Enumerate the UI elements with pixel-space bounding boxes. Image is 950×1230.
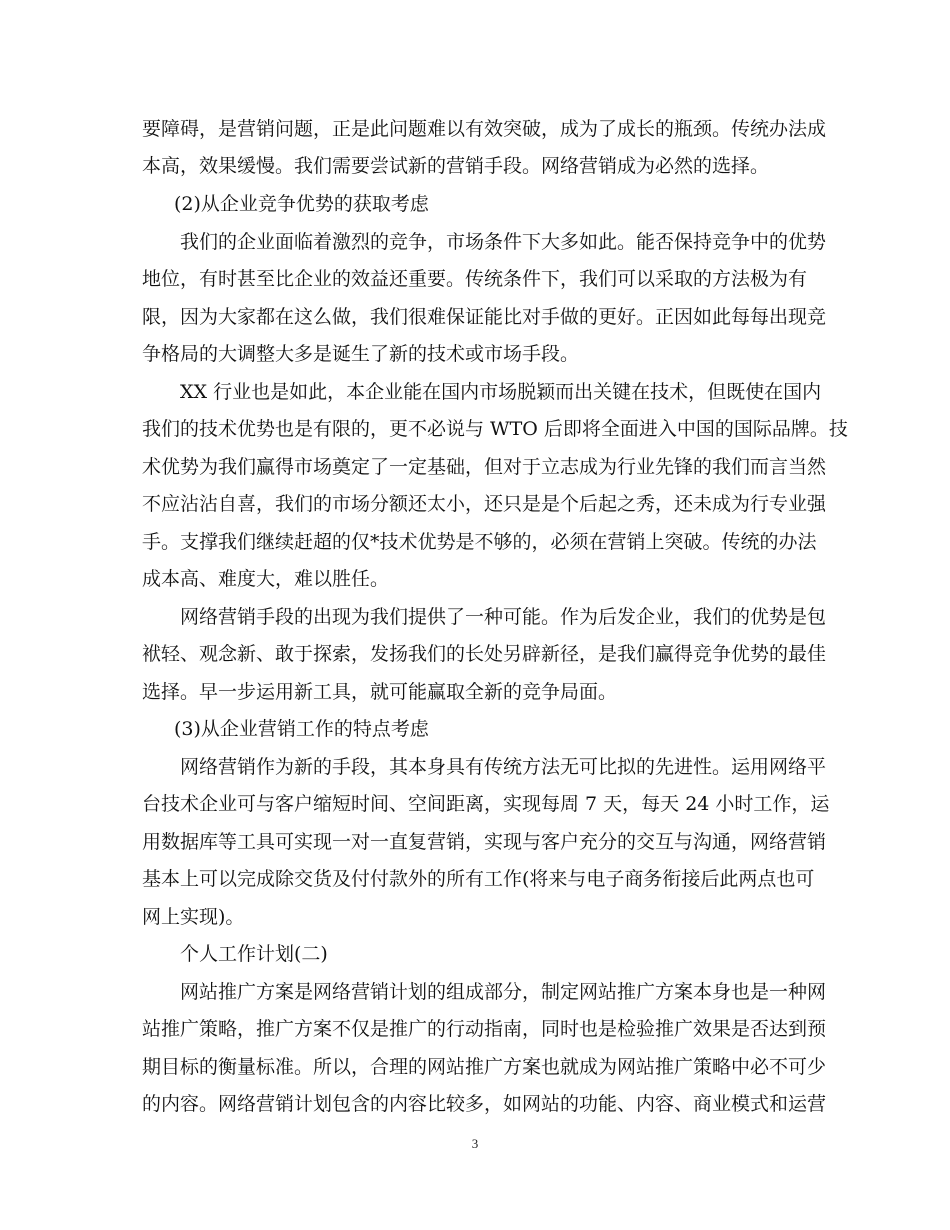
text-line: 本高，效果缓慢。我们需要尝试新的营销手段。网络营销成为必然的选择。: [142, 155, 770, 177]
text-line: 袱轻、观念新、敢于探索，发扬我们的长处另辟新径，是我们赢得竞争优势的最佳: [142, 643, 827, 665]
section-heading: 个人工作计划(二): [180, 943, 328, 965]
text-line: 站推广策略，推广方案不仅是推广的行动指南，同时也是检验推广效果是否达到预: [142, 1018, 827, 1040]
section-heading: (3)从企业营销工作的特点考虑: [174, 718, 429, 740]
text-line: 争格局的大调整大多是诞生了新的技术或市场手段。: [142, 343, 580, 365]
text-line: 网上实现)。: [142, 906, 245, 928]
text-line: 选择。早一步运用新工具，就可能赢取全新的竞争局面。: [142, 681, 618, 703]
text-line: 用数据库等工具可实现一对一直复营销，实现与客户充分的交互与沟通，网络营销: [142, 831, 827, 853]
text-line: 我们的企业面临着激烈的竞争，市场条件下大多如此。能否保持竞争中的优势: [180, 231, 827, 253]
text-line: 基本上可以完成除交货及付付款外的所有工作(将来与电子商务衔接后此两点也可: [142, 868, 815, 890]
text-line: 网站推广方案是网络营销计划的组成部分，制定网站推广方案本身也是一种网: [180, 981, 827, 1003]
text-line: 要障碍，是营销问题，正是此问题难以有效突破，成为了成长的瓶颈。传统办法成: [142, 118, 827, 140]
text-line: 手。支撑我们继续赶超的仅*技术优势是不够的，必须在营销上突破。传统的办法: [142, 531, 817, 553]
text-line: 地位，有时甚至比企业的效益还重要。传统条件下，我们可以采取的方法极为有: [142, 268, 808, 290]
text-line: 台技术企业可与客户缩短时间、空间距离，实现每周 7 天，每天 24 小时工作，运: [142, 793, 830, 815]
page-number: 3: [471, 1136, 479, 1151]
text-line: 我们的技术优势也是有限的，更不必说与 WTO 后即将全面进入中国的国际品牌。技: [142, 418, 848, 440]
section-heading: (2)从企业竞争优势的获取考虑: [174, 193, 429, 215]
text-line: 不应沾沾自喜，我们的市场分额还太小，还只是是个后起之秀，还未成为行专业强: [142, 493, 827, 515]
text-line: 网络营销作为新的手段，其本身具有传统方法无可比拟的先进性。运用网络平: [180, 756, 827, 778]
text-line: 网络营销手段的出现为我们提供了一种可能。作为后发企业，我们的优势是包: [180, 606, 827, 628]
text-line: 期目标的衡量标准。所以，合理的网站推广方案也就成为网站推广策略中必不可少: [142, 1056, 827, 1078]
text-line: 成本高、难度大，难以胜任。: [142, 568, 390, 590]
text-line: 术优势为我们赢得市场奠定了一定基础，但对于立志成为行业先锋的我们而言当然: [142, 456, 827, 478]
text-line: XX 行业也是如此，本企业能在国内市场脱颖而出关键在技术，但既使在国内: [180, 381, 822, 403]
text-line: 限，因为大家都在这么做，我们很难保证能比对手做的更好。正因如此每每出现竞: [142, 306, 827, 328]
text-line: 的内容。网络营销计划包含的内容比较多，如网站的功能、内容、商业模式和运营: [142, 1093, 827, 1115]
